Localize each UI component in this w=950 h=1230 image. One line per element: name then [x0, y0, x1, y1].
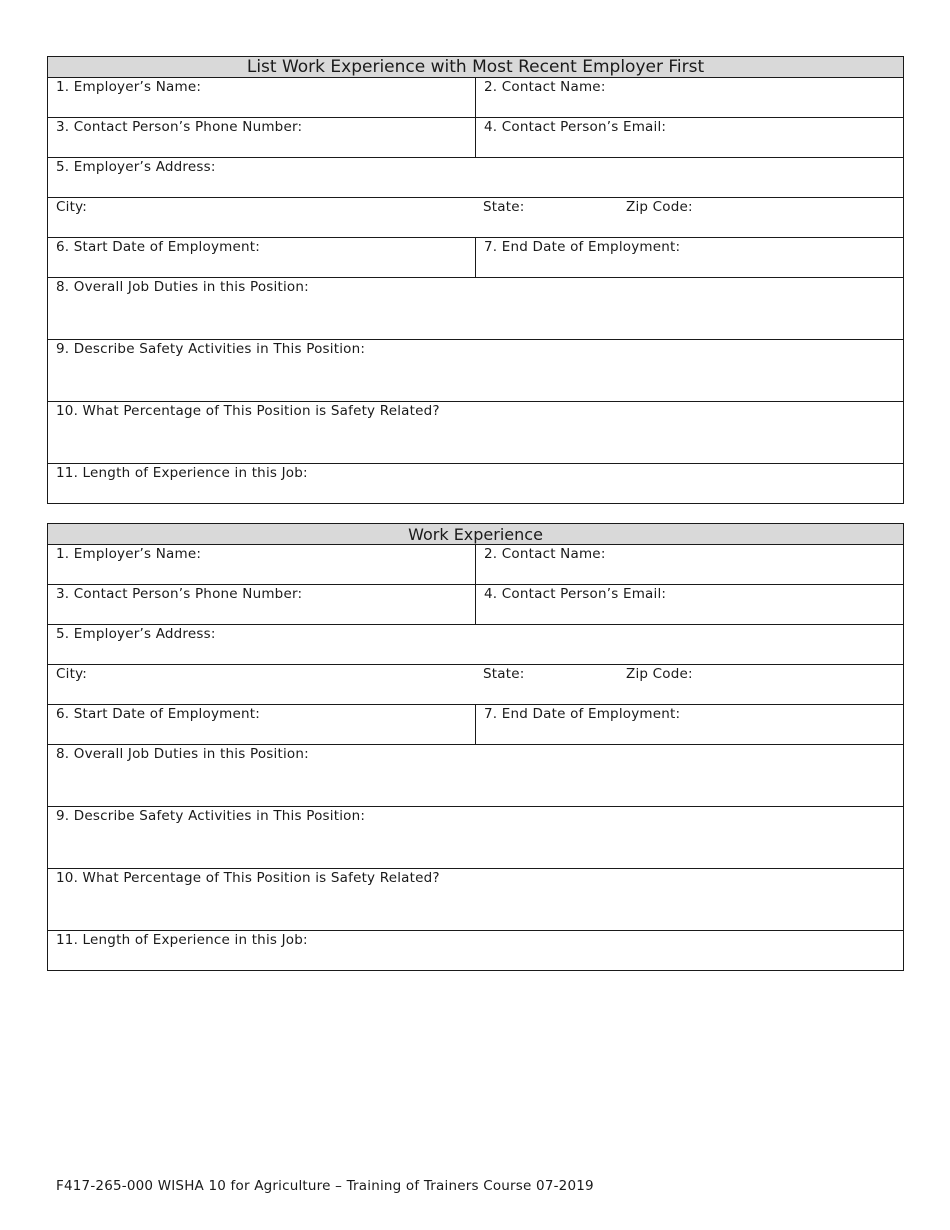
employer-address-field[interactable]: [48, 158, 904, 198]
job-duties-field[interactable]: [48, 745, 904, 807]
job-duties-label: 8. Overall Job Duties in this Position:: [56, 746, 309, 762]
contact-phone-field[interactable]: [48, 585, 476, 625]
experience-length-field[interactable]: [48, 464, 904, 504]
safety-activities-field[interactable]: [48, 807, 904, 869]
contact-name-field[interactable]: [476, 78, 904, 118]
contact-email-label: 4. Contact Person’s Email:: [484, 119, 667, 135]
zip-label: Zip Code:: [626, 666, 693, 682]
employer-name-field[interactable]: [48, 545, 476, 585]
section-title: Work Experience: [48, 524, 904, 545]
safety-percentage-field[interactable]: [48, 869, 904, 931]
city-label: City:: [56, 666, 88, 682]
safety-percentage-label: 10. What Percentage of This Position is Safety Related?: [56, 870, 440, 886]
safety-percentage-field[interactable]: [48, 402, 904, 464]
job-duties-label: 8. Overall Job Duties in this Position:: [56, 279, 309, 295]
city-state-zip-field[interactable]: [48, 665, 904, 705]
city-state-zip-field[interactable]: [48, 198, 904, 238]
safety-percentage-label: 10. What Percentage of This Position is Safety Related?: [56, 403, 440, 419]
experience-length-label: 11. Length of Experience in this Job:: [56, 465, 308, 481]
start-date-label: 6. Start Date of Employment:: [56, 706, 261, 722]
contact-phone-label: 3. Contact Person’s Phone Number:: [56, 119, 303, 135]
employer-address-field[interactable]: [48, 625, 904, 665]
contact-name-label: 2. Contact Name:: [484, 79, 606, 95]
work-experience-section-1: [47, 56, 904, 504]
employer-name-field[interactable]: [48, 78, 476, 118]
contact-email-label: 4. Contact Person’s Email:: [484, 586, 667, 602]
city-label: City:: [56, 199, 88, 215]
end-date-label: 7. End Date of Employment:: [484, 239, 681, 255]
experience-length-label: 11. Length of Experience in this Job:: [56, 932, 308, 948]
end-date-label: 7. End Date of Employment:: [484, 706, 681, 722]
employer-name-label: 1. Employer’s Name:: [56, 546, 202, 562]
experience-length-field[interactable]: [48, 931, 904, 971]
start-date-field[interactable]: [48, 705, 476, 745]
contact-email-field[interactable]: [476, 118, 904, 158]
employer-address-label: 5. Employer’s Address:: [56, 159, 216, 175]
form-footer: F417-265-000 WISHA 10 for Agriculture – Training of Trainers Course 07-2019: [56, 1178, 594, 1194]
contact-phone-label: 3. Contact Person’s Phone Number:: [56, 586, 303, 602]
safety-activities-label: 9. Describe Safety Activities in This Position:: [56, 808, 366, 824]
contact-phone-field[interactable]: [48, 118, 476, 158]
employer-name-label: 1. Employer’s Name:: [56, 79, 202, 95]
zip-label: Zip Code:: [626, 199, 693, 215]
safety-activities-field[interactable]: [48, 340, 904, 402]
contact-name-label: 2. Contact Name:: [484, 546, 606, 562]
state-label: State:: [483, 199, 525, 215]
contact-name-field[interactable]: [476, 545, 904, 585]
job-duties-field[interactable]: [48, 278, 904, 340]
end-date-field[interactable]: [476, 238, 904, 278]
employer-address-label: 5. Employer’s Address:: [56, 626, 216, 642]
start-date-label: 6. Start Date of Employment:: [56, 239, 261, 255]
work-experience-section-2: [47, 523, 904, 971]
contact-email-field[interactable]: [476, 585, 904, 625]
state-label: State:: [483, 666, 525, 682]
section-title: List Work Experience with Most Recent Employer First: [48, 57, 904, 78]
start-date-field[interactable]: [48, 238, 476, 278]
end-date-field[interactable]: [476, 705, 904, 745]
safety-activities-label: 9. Describe Safety Activities in This Position:: [56, 341, 366, 357]
